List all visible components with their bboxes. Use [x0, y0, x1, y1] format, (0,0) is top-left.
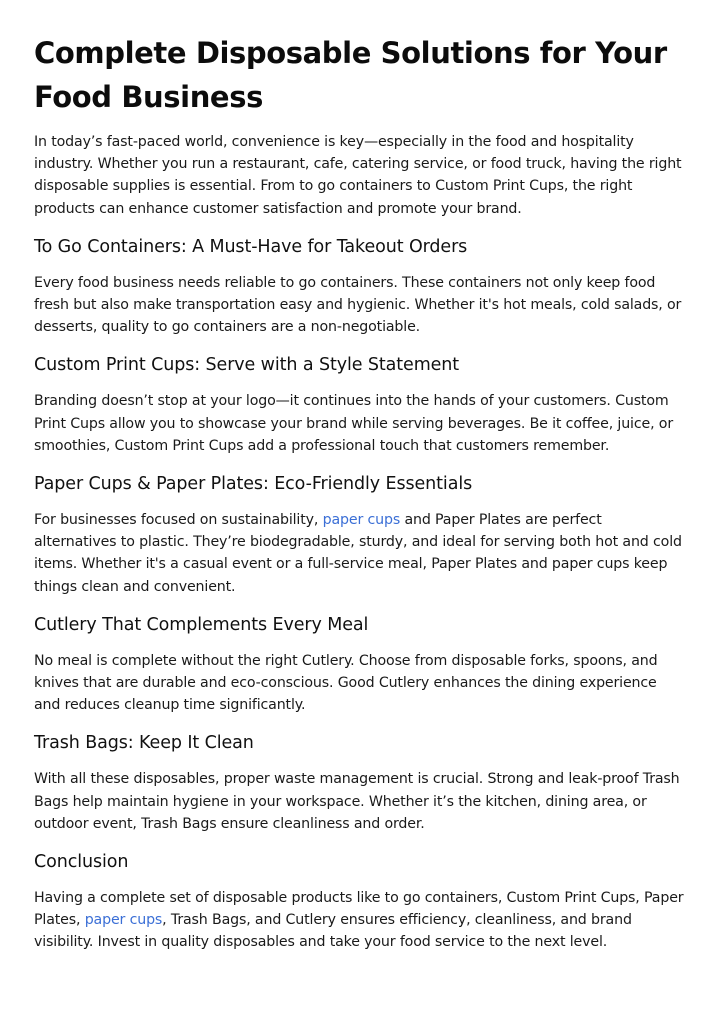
- intro-paragraph: In today’s fast-paced world, convenience is key—especially in the food and hospitality industry. Whether you run a restaurant, cafe, catering service, or food truck, having the right disposable supplies is essential. From to go containers to Custom Print Cups, the right products can enhance customer satisfaction and promote your brand.: [34, 134, 682, 217]
- section-body-conclusion: [34, 887, 687, 954]
- article-title: Complete Disposable Solutions for Your Food Business: [34, 36, 667, 114]
- conclusion-text-end: , Trash Bags, and Cutlery ensures efficiency, cleanliness, and brand visibility. Invest in quality disposables and take your food service to the next level.: [34, 912, 632, 951]
- section-heading-custom-print-cups: Custom Print Cups: Serve with a Style Statement: [34, 355, 460, 376]
- conclusion-text-start: Having a complete set of disposable products like to go containers, Custom Print Cups, Paper Plates,: [34, 890, 684, 929]
- section-body-custom-print-cups: Branding doesn’t stop at your logo—it continues into the hands of your customers. Custom Print Cups allow you to showcase your brand while serving beverages. Be it coffee, juice, or smoothies, Custom Print Cups add a professional touch that customers remember.: [34, 393, 674, 454]
- section-body-trash-bags: With all these disposables, proper waste management is crucial. Strong and leak-proof Trash Bags help maintain hygiene in your workspace. Whether it’s the kitchen, dining area, or outdoor event, Trash Bags ensure cleanliness and order.: [34, 771, 680, 832]
- section-heading-cutlery: Cutlery That Complements Every Meal: [34, 614, 369, 635]
- section-body-text-end: and Paper Plates are perfect alternatives to plastic. They’re biodegradable, sturdy, and ideal for serving both hot and cold items. Whether it's a casual event or a full-service meal, Paper Plates and paper cups keep things clean and convenient.: [34, 512, 682, 595]
- section-body-text-start: For businesses focused on sustainability,: [34, 512, 323, 529]
- section-body-to-go-containers: Every food business needs reliable to go containers. These containers not only keep food fresh but also make transportation easy and hygienic. Whether it's hot meals, cold salads, or desserts, quality to go containers are a non-negotiable.: [34, 274, 682, 336]
- section-body-cutlery: No meal is complete without the right Cutlery. Choose from disposable forks, spoons, and knives that are durable and eco-conscious. Good Cutlery enhances the dining experience and reduces cleanup time significantly.: [34, 652, 658, 714]
- paper-cups-link-conclusion[interactable]: paper cups: [84, 912, 163, 929]
- section-body-paper-cups-plates: [34, 509, 687, 598]
- section-heading-conclusion: Conclusion: [34, 852, 129, 873]
- section-heading-trash-bags: Trash Bags: Keep It Clean: [34, 733, 254, 754]
- section-heading-paper-cups-plates: Paper Cups & Paper Plates: Eco-Friendly Essentials: [34, 474, 473, 495]
- section-heading-to-go-containers: To Go Containers: A Must-Have for Takeout Orders: [34, 236, 468, 257]
- paper-cups-link[interactable]: paper cups: [322, 512, 401, 529]
